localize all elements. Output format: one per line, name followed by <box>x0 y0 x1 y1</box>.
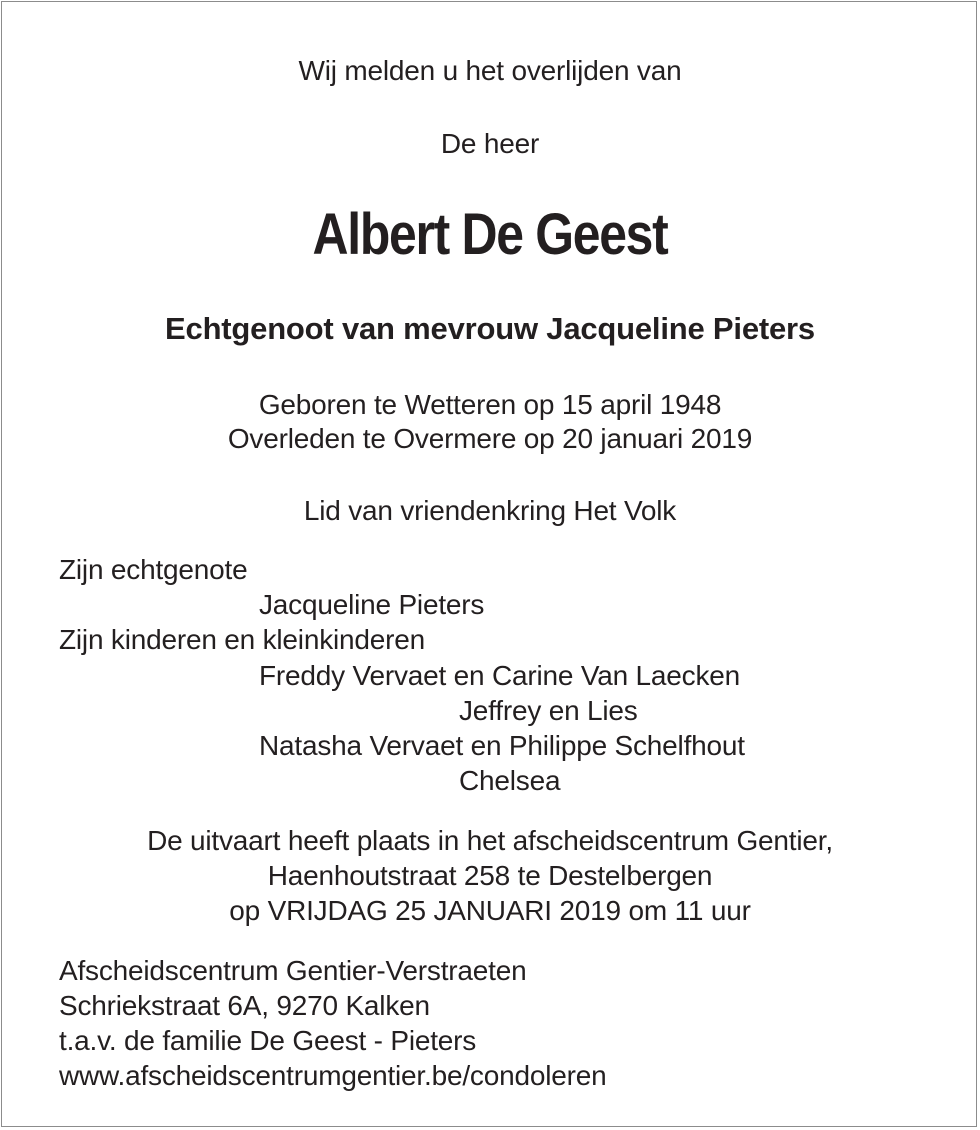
contact-org: Afscheidscentrum Gentier-Verstraeten <box>59 955 527 986</box>
funeral-line-3: op VRIJDAG 25 JANUARI 2019 om 11 uur <box>229 895 751 926</box>
funeral-line-1: De uitvaart heeft plaats in het afscheidscentrum Gentier, <box>147 825 833 856</box>
birth-line: Geboren te Wetteren op 15 april 1948 <box>258 389 722 420</box>
death-line: Overleden te Overmere op 20 januari 2019 <box>227 423 753 454</box>
condolence-link[interactable]: www.afscheidscentrumgentier.be/condoleren <box>59 1060 607 1091</box>
contact-address: Schriekstraat 6A, 9270 Kalken <box>59 990 430 1021</box>
funeral-line-2: Haenhoutstraat 258 te Destelbergen <box>267 860 713 891</box>
membership-line: Lid van vriendenkring Het Volk <box>303 495 677 526</box>
child-family-2: Natasha Vervaet en Philippe Schelfhout <box>259 730 745 761</box>
contact-attention: t.a.v. de familie De Geest - Pieters <box>59 1025 477 1056</box>
child-family-1: Freddy Vervaet en Carine Van Laecken <box>259 660 741 691</box>
spouse-subtitle: Echtgenoot van mevrouw Jacqueline Pieters <box>165 311 815 346</box>
grandchildren-1: Jeffrey en Lies <box>459 695 638 726</box>
spouse-name: Jacqueline Pieters <box>259 589 485 620</box>
children-heading: Zijn kinderen en kleinkinderen <box>59 624 425 655</box>
spouse-heading: Zijn echtgenote <box>59 554 248 585</box>
salutation: De heer <box>440 128 540 159</box>
intro-text: Wij melden u het overlijden van <box>298 55 682 86</box>
deceased-name: Albert De Geest <box>312 202 668 267</box>
grandchildren-2: Chelsea <box>459 765 561 796</box>
